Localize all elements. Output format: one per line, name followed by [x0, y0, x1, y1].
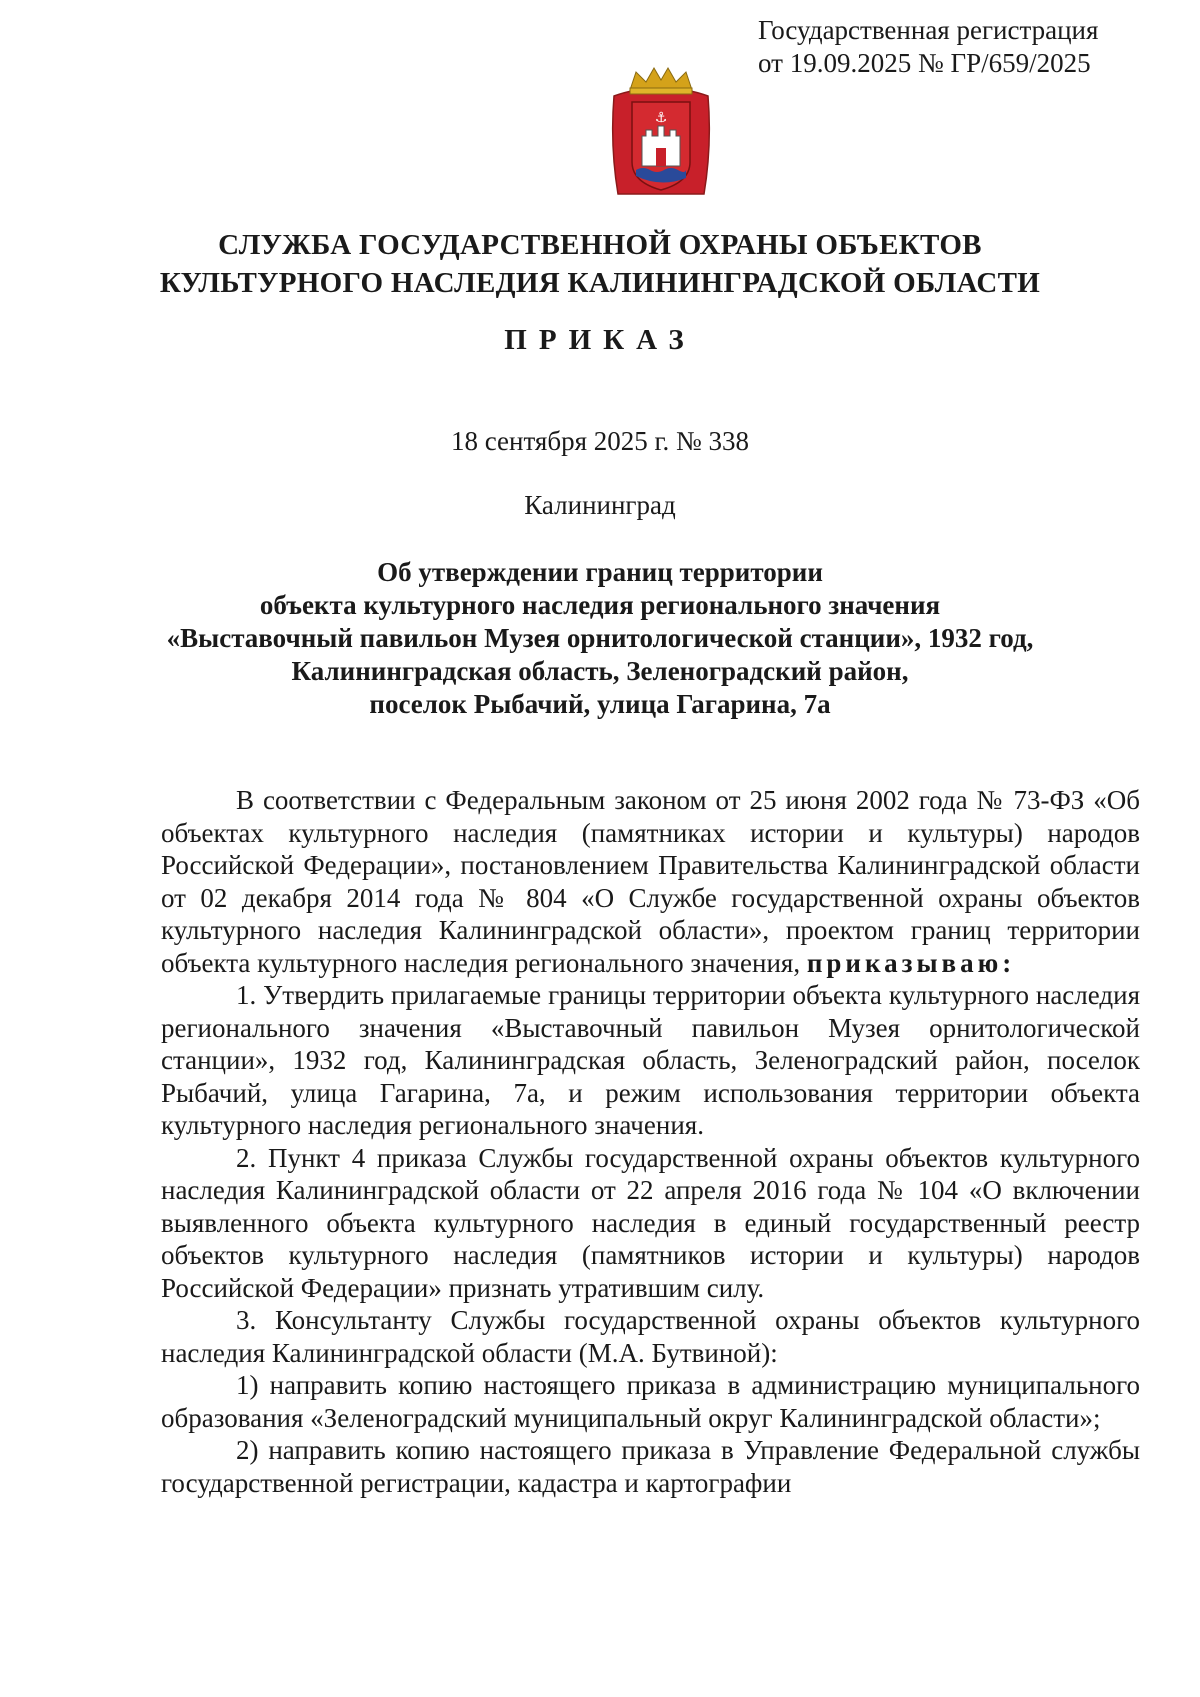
order-body [161, 784, 1140, 1499]
order-subject [100, 556, 1100, 721]
document-type: ПРИКАЗ [504, 324, 696, 356]
item-1-paragraph: 1. Утвердить прилагаемые границы территории объекта культурного наследия регионального значения «Выставочный павильон Музея орнитологической станции», 1932 год, Калининградская область, Зеленоградский район, поселок Рыбачий, улица Гагарина, 7а, и режим использования территории объекта культурного наследия регионального значения. [161, 980, 1140, 1140]
item-3-1-paragraph: 1) направить копию настоящего приказа в администрацию муниципального образования «Зеленоградский муниципальный округ Калининградской области»; [161, 1370, 1140, 1433]
item-3-paragraph: 3. Консультанту Службы государственной охраны объектов культурного наследия Калининградской области (М.А. Бутвиной): [161, 1305, 1140, 1368]
subject-line-5: поселок Рыбачий, улица Гагарина, 7а [369, 689, 831, 719]
item-3-2-paragraph: 2) направить копию настоящего приказа в Управление Федеральной службы государственной регистрации, кадастра и картографии [161, 1435, 1140, 1498]
svg-text:⚓: ⚓ [654, 110, 668, 126]
registration-line-2: от 19.09.2025 № ГР/659/2025 [758, 48, 1091, 78]
item-2-paragraph: 2. Пункт 4 приказа Службы государственной охраны объектов культурного наследия Калининградской области от 22 апреля 2016 года № 104 «О включении выявленного объекта культурного наследия в единый государственный реестр объектов культурного наследия (памятников истории и культуры) народов Российской Федерации» признать утратившим силу. [161, 1142, 1140, 1303]
subject-line-3: «Выставочный павильон Музея орнитологической станции», 1932 год, [166, 623, 1034, 653]
organization-line-2: КУЛЬТУРНОГО НАСЛЕДИЯ КАЛИНИНГРАДСКОЙ ОБЛАСТИ [159, 267, 1041, 299]
organization-name [100, 226, 1100, 302]
subject-line-4: Калининградская область, Зеленоградский район, [291, 656, 909, 686]
decree-word: приказываю: [806, 947, 1016, 978]
preamble-paragraph [161, 784, 1140, 979]
subject-line-2: объекта культурного наследия регионального значения [259, 590, 941, 620]
organization-line-1: СЛУЖБА ГОСУДАРСТВЕННОЙ ОХРАНЫ ОБЪЕКТОВ [218, 229, 982, 261]
preamble-text: В соответствии с Федеральным законом от 25 июня 2002 года № 73-ФЗ «Об объектах культурного наследия (памятниках истории и культуры) народов Российской Федерации», постановлением Правительства Калининградской области от 02 декабря 2014 года № 804 «О Службе государственной охраны объектов культурного наследия Калининградской области», проектом границ территории объекта культурного наследия регионального значения, [161, 785, 1140, 978]
coat-of-arms-icon [606, 66, 716, 202]
registration-stamp [758, 14, 1178, 80]
order-city: Калининград [524, 490, 676, 520]
order-date-number: 18 сентября 2025 г. № 338 [450, 426, 750, 456]
subject-line-1: Об утверждении границ территории [377, 557, 823, 587]
registration-line-1: Государственная регистрация [758, 15, 1099, 45]
